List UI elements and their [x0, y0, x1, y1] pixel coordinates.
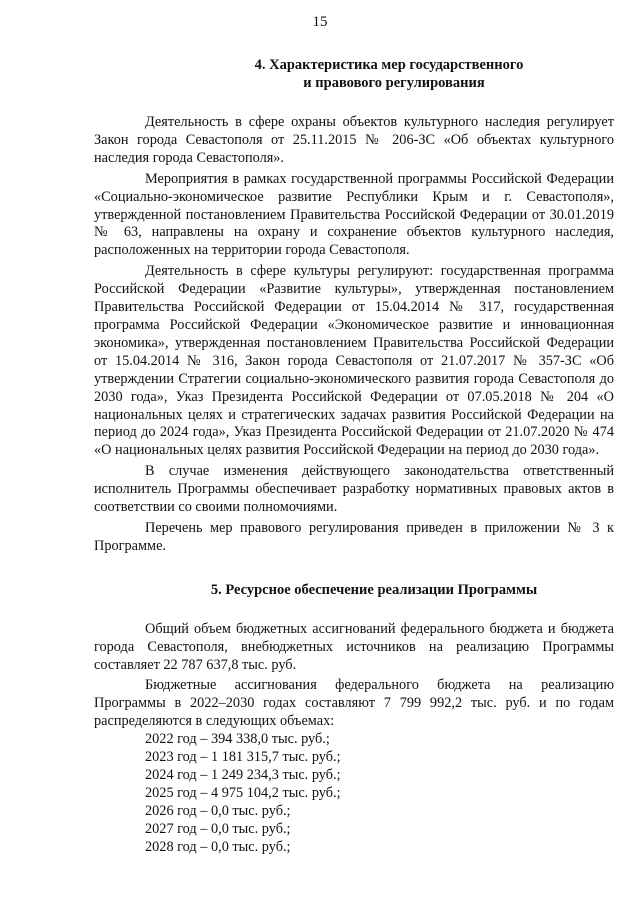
- section-4-paragraph-2: Мероприятия в рамках государственной программы Российской Федерации «Социально-экономическое развитие Республики Крым и г. Севастополя», утвержденной постановлением Правительства Российской Федерации от 30.01.2019 № 63, направлены на охрану и сохранение объектов культурного наследия, расположенных на территории города Севастополя.: [94, 170, 614, 259]
- section-5-paragraph-2: Бюджетные ассигнования федерального бюджета на реализацию Программы в 2022–2030 годах составляют 7 799 992,2 тыс. руб. и по годам распределяются в следующих объемах:: [94, 677, 614, 730]
- section-5-heading: 5. Ресурсное обеспечение реализации Программы: [210, 581, 538, 598]
- budget-year-item: 2026 год – 0,0 тыс. руб.;: [145, 802, 291, 819]
- section-4-paragraph-5: Перечень мер правового регулирования приведен в приложении № 3 к Программе.: [94, 519, 614, 554]
- budget-year-item: 2024 год – 1 249 234,3 тыс. руб.;: [145, 767, 341, 783]
- budget-by-year-list: [94, 731, 614, 856]
- section-4-paragraph-4: В случае изменения действующего законодательства ответственный исполнитель Программы обеспечивает разработку нормативных правовых актов в соответствии со своими полномочиями.: [94, 463, 614, 516]
- budget-year-item: 2027 год – 0,0 тыс. руб.;: [145, 820, 291, 837]
- document-body: [94, 56, 614, 857]
- budget-year-item: 2028 год – 0,0 тыс. руб.;: [145, 838, 291, 855]
- section-4-heading-line-1: 4. Характеристика мер государственного: [254, 57, 524, 73]
- section-5-paragraph-1: Общий объем бюджетных ассигнований федерального бюджета и бюджета города Севастополя, внебюджетных источников на реализацию Программы составляет 22 787 637,8 тыс. руб.: [94, 620, 614, 673]
- section-4-paragraph-1: Деятельность в сфере охраны объектов культурного наследия регулирует Закон города Севастополя от 25.11.2015 № 206-ЗС «Об объектах культурного наследия города Севастополя».: [94, 114, 614, 166]
- page-number: 15: [312, 14, 328, 30]
- budget-year-item: 2023 год – 1 181 315,7 тыс. руб.;: [145, 749, 341, 766]
- section-4-paragraph-3: Деятельность в сфере культуры регулируют: государственная программа Российской Федерации «Развитие культуры», утвержденная постановлением Правительства Российской Федерации от 15.04.2014 № 317, государственная программа Российской Федерации «Экономическое развитие и инновационная экономика», утвержденная постановлением Правительства Российской Федерации от 15.04.2014 № 316, Закон города Севастополя от 21.07.2017 № 357-ЗС «Об утверждении Стратегии социально-экономического развития города Севастополя до 2030 года», Указ Президента Российской Федерации от 07.05.2018 № 204 «О национальных целях и стратегических задачах развития Российской Федерации на период до 2024 года», Указ Президента Российской Федерации от 21.07.2020 № 474 «О национальных целях развития Российской Федерации на период до 2030 года».: [94, 263, 614, 459]
- budget-year-item: 2022 год – 394 338,0 тыс. руб.;: [145, 731, 330, 748]
- budget-year-item: 2025 год – 4 975 104,2 тыс. руб.;: [145, 784, 341, 801]
- section-4-heading-line-2: и правового регулирования: [303, 75, 485, 91]
- section-4-heading: [94, 56, 614, 92]
